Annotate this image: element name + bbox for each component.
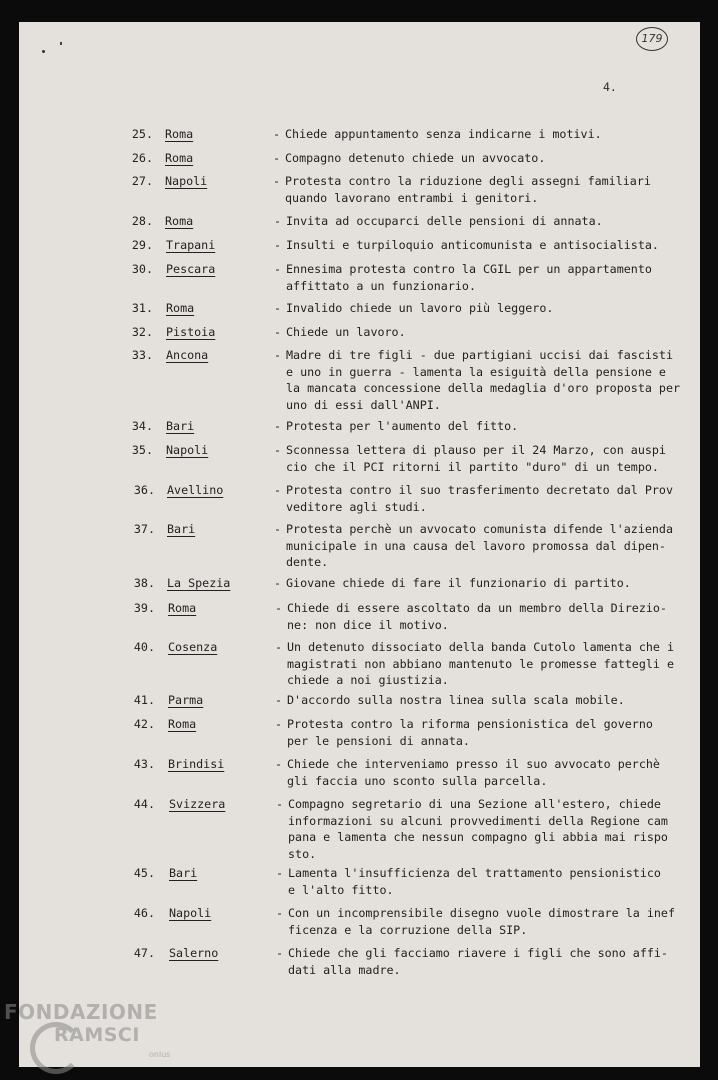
entry-description (287, 692, 667, 709)
ink-mark (42, 50, 45, 53)
entry-dash: - (275, 717, 283, 731)
description-line: Insulti e turpiloquio anticomunista e antisocialista. (286, 238, 659, 252)
description-line: ne: non dice il motivo. (287, 617, 449, 632)
description-line: la mancata concessione della medaglia d'oro proposta per (286, 381, 681, 395)
description-line: Chiede un lavoro. (286, 325, 406, 339)
entry-number: 28. (131, 214, 153, 228)
entry-city: Roma (165, 214, 194, 228)
description-line: Protesta per l'aumento del fitto. (286, 419, 519, 433)
entry-number: 47. (133, 946, 155, 960)
description-line: e uno in guerra - lamenta la esiguità della pensione e (286, 364, 666, 379)
description-line: Sconnessa lettera di plauso per il 24 Marzo, con auspi (286, 443, 666, 457)
entry-city: Bari (169, 866, 198, 880)
description-line: Chiede che interveniamo presso il suo avvocato perchè (287, 757, 660, 771)
entry-dash: - (273, 174, 281, 188)
entry-dash: - (274, 238, 282, 252)
description-line: Un detenuto dissociato della banda Cutolo lamenta che i (287, 640, 675, 654)
watermark-line-1: FONDAZIONE (4, 1000, 158, 1024)
entry-description (285, 150, 665, 167)
entry-description (286, 324, 666, 341)
entry-dash: - (275, 757, 283, 771)
entry-city: Roma (168, 601, 197, 615)
entry-city: Salerno (169, 946, 219, 960)
entry-description (286, 575, 666, 592)
description-line: per le pensioni di annata. (287, 733, 470, 748)
page-number: 4. (603, 80, 617, 94)
description-line: Invalido chiede un lavoro più leggero. (286, 301, 554, 315)
entry-number: 32. (131, 325, 153, 339)
description-line: Chiede di essere ascoltato da un membro della Direzio- (287, 601, 667, 615)
entry-city: Parma (168, 693, 204, 707)
entry-description (286, 300, 666, 317)
entry-dash: - (274, 576, 282, 590)
entry-dash: - (274, 301, 282, 315)
description-line: dati alla madre. (288, 962, 401, 977)
entry-description (286, 482, 674, 515)
entry-dash: - (274, 262, 282, 276)
entry-dash: - (273, 151, 281, 165)
description-line: Chiede appuntamento senza indicarne i motivi. (285, 127, 602, 141)
entry-number: 25. (131, 127, 153, 141)
entry-description (287, 716, 667, 749)
entry-dash: - (276, 946, 284, 960)
entry-city: Roma (168, 717, 197, 731)
entry-number: 38. (133, 576, 155, 590)
description-line: pana e lamenta che nessun compagno gli abbia mai rispo (288, 830, 668, 844)
entry-dash: - (274, 443, 282, 457)
watermark-line-2: RAMSCI (54, 1024, 140, 1046)
entry-dash: - (274, 348, 282, 362)
entry-number: 43. (133, 757, 155, 771)
description-line: dente. (286, 555, 329, 569)
entry-description (286, 442, 666, 475)
entry-number: 44. (133, 797, 155, 811)
description-line: Protesta contro la riduzione degli assegni familiari (285, 174, 651, 188)
entry-city: Ancona (166, 348, 209, 362)
entry-city: Napoli (165, 174, 208, 188)
archive-stamp: 179 (636, 27, 668, 51)
description-line: affittato a un funzionario. (286, 278, 476, 293)
entry-number: 34. (131, 419, 153, 433)
entry-city: Pistoia (166, 325, 216, 339)
entry-number: 30. (131, 262, 153, 276)
entry-number: 42. (133, 717, 155, 731)
entry-number: 35. (131, 443, 153, 457)
description-line: Giovane chiede di fare il funzionario di partito. (286, 576, 631, 590)
entry-number: 46. (133, 906, 155, 920)
description-line: sto. (288, 846, 317, 861)
entry-number: 29. (131, 238, 153, 252)
description-line: D'accordo sulla nostra linea sulla scala mobile. (287, 693, 625, 707)
entry-city: Napoli (169, 906, 212, 920)
entry-description (288, 865, 668, 898)
description-line: informazioni su alcuni provvedimenti della Regione cam (288, 813, 668, 828)
entry-city: Pescara (166, 262, 216, 276)
entry-number: 40. (133, 640, 155, 654)
entry-description (288, 796, 668, 862)
entry-city: Svizzera (169, 797, 226, 811)
entry-number: 27. (131, 174, 153, 188)
description-line: Ennesima protesta contro la CGIL per un appartamento (286, 262, 652, 276)
description-line: Invita ad occuparci delle pensioni di annata. (286, 214, 603, 228)
entry-description (285, 126, 665, 143)
entry-number: 33. (131, 348, 153, 362)
description-line: uno di essi dall'ANPI. (286, 397, 441, 412)
entry-description (288, 945, 668, 978)
watermark-line-3: onlus (149, 1050, 171, 1059)
entry-dash: - (274, 214, 282, 228)
description-line: chiede a noi giustizia. (287, 673, 449, 687)
entry-dash: - (273, 127, 281, 141)
entry-city: Roma (165, 151, 194, 165)
entry-city: Trapani (166, 238, 216, 252)
entry-description (287, 600, 667, 633)
description-line: municipale in una causa del lavoro promossa dal dipen- (286, 538, 666, 553)
description-line: Protesta contro la riforma pensionistica del governo (287, 717, 653, 731)
ink-mark (60, 42, 62, 45)
description-line: e l'alto fitto. (288, 882, 394, 897)
entry-number: 39. (133, 601, 155, 615)
description-line: magistrati non abbiano mantenuto le promesse fattegli e (287, 656, 675, 671)
entry-dash: - (275, 693, 283, 707)
entry-description (287, 756, 667, 789)
entry-dash: - (275, 640, 283, 654)
entry-description (285, 173, 665, 206)
entry-number: 26. (131, 151, 153, 165)
entry-number: 45. (133, 866, 155, 880)
entry-dash: - (275, 601, 283, 615)
entry-number: 31. (131, 301, 153, 315)
entry-city: Napoli (166, 443, 209, 457)
description-line: gli faccia uno sconto sulla parcella. (287, 773, 548, 788)
entry-number: 36. (133, 483, 155, 497)
entry-dash: - (274, 522, 282, 536)
description-line: quando lavorano entrambi i genitori. (285, 190, 539, 205)
entry-dash: - (274, 419, 282, 433)
entry-city: Cosenza (168, 640, 218, 654)
description-line: Protesta contro il suo trasferimento decretato dal Prov (286, 483, 674, 497)
entry-city: Avellino (167, 483, 224, 497)
description-line: ficenza e la corruzione della SIP. (288, 922, 528, 937)
entry-description (286, 213, 666, 230)
description-line: Compagno segretario di una Sezione all'estero, chiede (288, 797, 661, 811)
description-line: Compagno detenuto chiede un avvocato. (285, 151, 546, 165)
entry-number: 37. (133, 522, 155, 536)
entry-city: Roma (166, 301, 195, 315)
entry-description (286, 237, 666, 254)
entry-description (286, 418, 666, 435)
entry-description (286, 521, 674, 571)
entry-description (286, 261, 666, 294)
entry-city: Bari (166, 419, 195, 433)
entry-city: Bari (167, 522, 196, 536)
entry-city: La Spezia (167, 576, 231, 590)
description-line: veditore agli studi. (286, 499, 427, 514)
entry-city: Roma (165, 127, 194, 141)
description-line: Chiede che gli facciamo riavere i figli che sono affi- (288, 946, 668, 960)
entry-description (288, 905, 676, 938)
entry-city: Brindisi (168, 757, 225, 771)
description-line: Protesta perchè un avvocato comunista difende l'azienda (286, 522, 674, 536)
entry-description (287, 639, 675, 689)
fondazione-gramsci-watermark (4, 1000, 204, 1080)
entry-dash: - (274, 483, 282, 497)
entry-number: 41. (133, 693, 155, 707)
description-line: Lamenta l'insufficienza del trattamento pensionistico (288, 866, 661, 880)
entry-dash: - (276, 797, 284, 811)
entry-dash: - (276, 866, 284, 880)
entry-description (286, 347, 681, 413)
entry-dash: - (276, 906, 284, 920)
description-line: cio che il PCI ritorni il partito "duro" di un tempo. (286, 459, 659, 474)
entry-dash: - (274, 325, 282, 339)
description-line: Madre di tre figli - due partigiani uccisi dai fascisti (286, 348, 674, 362)
description-line: Con un incomprensibile disegno vuole dimostrare la inef (288, 906, 676, 920)
